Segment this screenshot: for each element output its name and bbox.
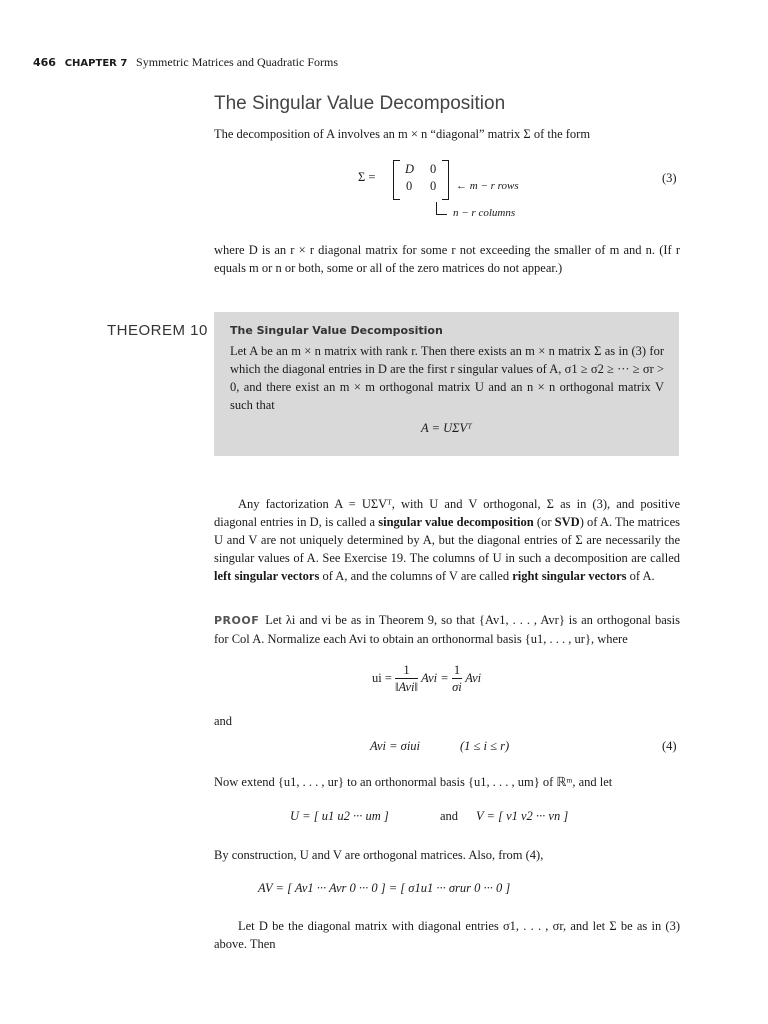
fraction [452, 662, 462, 695]
page-number: 466 [33, 56, 56, 69]
text-run: Any factorization A = UΣVᵀ, with U and V orthogonal, Σ as in (3), and positive diagonal entries in D, is called a [214, 497, 680, 529]
construction-paragraph: By construction, U and V are orthogonal matrices. Also, from (4), [214, 848, 544, 862]
matrix-entry: D [405, 162, 415, 176]
equation-4: Avi = σiui [370, 739, 421, 753]
factorization-paragraph [214, 495, 680, 585]
eq-lhs: ui = [372, 671, 392, 685]
eq-end: Avi [465, 671, 482, 685]
sigma-lhs: Σ = [358, 170, 376, 184]
term-right-singular-vectors: right singular vectors [512, 569, 627, 583]
AV-equation: AV = [ Av1 ··· Avr 0 ··· 0 ] = [ σ1u1 ··· σrur 0 ··· 0 ] [258, 881, 511, 895]
and-word: and [214, 714, 233, 728]
matrix-entry: 0 [430, 179, 437, 193]
equation-number-3: (3) [662, 171, 677, 185]
and-connector: and [440, 809, 459, 823]
rows-annotation: ← m − r rows [456, 180, 519, 192]
unit-vector-equation [372, 662, 481, 695]
extend-paragraph: Now extend {u1, . . . , ur} to an orthonormal basis {u1, . . . , um} of ℝᵐ, and let [214, 775, 613, 789]
running-header [33, 55, 338, 70]
columns-arrow [436, 202, 447, 215]
chapter-label: CHAPTER 7 [64, 58, 128, 69]
numerator: 1 [395, 662, 418, 679]
sigma-matrix [393, 160, 449, 200]
columns-annotation: n − r columns [453, 207, 516, 219]
theorem-label: THEOREM 10 [107, 322, 208, 339]
eq-mid: Avi = [421, 671, 449, 685]
U-matrix-def: U = [ u1 u2 ··· um ] [290, 809, 389, 823]
proof-text: Let λi and vi be as in Theorem 9, so that {Av1, . . . , Avr} is an orthogonal basis for Col A. Normalize each Avi to obtain an orthonormal basis {u1, . . . , ur}, where [214, 613, 680, 646]
matrix-entry: 0 [430, 162, 437, 176]
right-bracket [442, 160, 449, 200]
left-bracket [393, 160, 400, 200]
theorem-title: The Singular Value Decomposition [230, 324, 443, 337]
section-title: The Singular Value Decomposition [214, 93, 506, 114]
term-svd: singular value decomposition [378, 515, 534, 529]
numerator: 1 [453, 663, 461, 677]
fraction [395, 662, 418, 695]
intro-paragraph: The decomposition of A involves an m × n “diagonal” matrix Σ of the form [214, 127, 591, 141]
equation-number-4: (4) [662, 739, 677, 753]
sigma-equation [358, 160, 658, 220]
text-run: ) of A. The matrices U and V are not uniquely determined by A, but the diagonal entries of Σ are necessarily the singular values of A. See Exercise 19. The columns of U in such a decomposition are called [214, 515, 681, 565]
text-run: of A. [626, 569, 655, 583]
matrix-entry: 0 [406, 179, 413, 193]
theorem-equation: A = UΣVᵀ [420, 421, 472, 435]
theorem-box [214, 312, 679, 456]
where-paragraph: where D is an r × r diagonal matrix for some r not exceeding the smaller of m and n. (If r equals m or n or both, some or all of the zero matrices do not appear.) [214, 243, 680, 275]
text-run: (or [533, 515, 555, 529]
equation-4-condition: (1 ≤ i ≤ r) [460, 739, 510, 753]
theorem-text: Let A be an m × n matrix with rank r. Then there exists an m × n matrix Σ as in (3) for which the diagonal entries in D are the first r singular values of A, σ1 ≥ σ2 ≥ ··· ≥ σr > 0, and there exist an m × m orthogonal matrix U and an n × n orthogonal matrix V such that [230, 344, 664, 412]
denominator: σi [452, 680, 462, 694]
V-matrix-def: V = [ v1 v2 ··· vn ] [476, 809, 569, 823]
text-run: of A, and the columns of V are called [319, 569, 513, 583]
term-left-singular-vectors: left singular vectors [214, 569, 320, 583]
denominator: ‖Avi‖ [395, 680, 419, 694]
last-paragraph: Let D be the diagonal matrix with diagonal entries σ1, . . . , σr, and let Σ be as in (3) above. Then [214, 919, 680, 951]
proof-paragraph [214, 611, 680, 648]
proof-label: PROOF [214, 614, 260, 627]
chapter-title: Symmetric Matrices and Quadratic Forms [136, 55, 338, 69]
term-svd-abbrev: SVD [554, 515, 580, 529]
